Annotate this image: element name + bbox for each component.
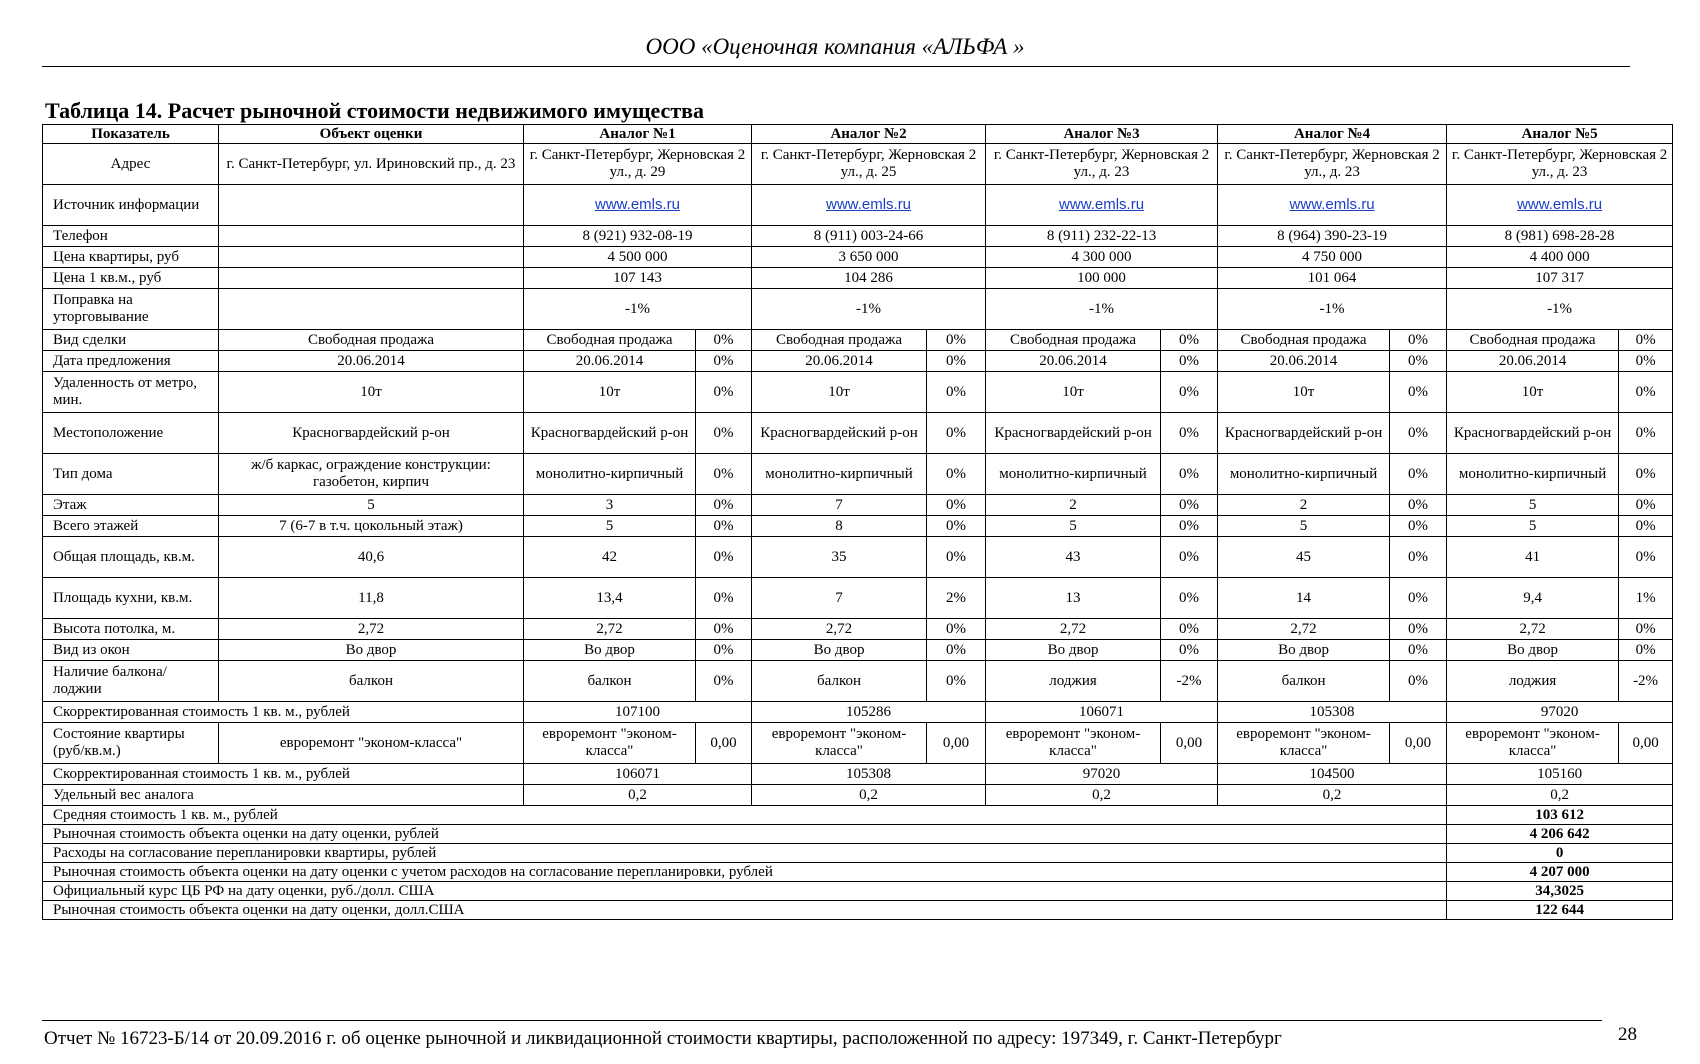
table-row — [43, 372, 1673, 413]
summary-value: 122 644 — [1447, 901, 1673, 920]
table-row — [43, 785, 1673, 806]
row-label: Общая площадь, кв.м. — [43, 537, 219, 578]
analog-value: 13 — [986, 578, 1161, 619]
footer-rule — [42, 1020, 1602, 1021]
analog-value: 105286 — [752, 702, 986, 723]
analog-adjustment: 0% — [927, 413, 986, 454]
row-label: Скорректированная стоимость 1 кв. м., рублей — [43, 764, 524, 785]
analog-adjustment: 0% — [1161, 640, 1218, 661]
analog-value: 8 (981) 698-28-28 — [1447, 226, 1673, 247]
table-title: Таблица 14. Расчет рыночной стоимости недвижимого имущества — [45, 98, 705, 123]
row-label: Местоположение — [43, 413, 219, 454]
summary-row — [43, 806, 1673, 825]
analog-value: монолитно-кирпичный — [752, 454, 927, 495]
analog-value: монолитно-кирпичный — [1218, 454, 1390, 495]
analog-value: 5 — [1447, 495, 1619, 516]
analog-value: лоджия — [986, 661, 1161, 702]
analog-value: Красногвардейский р-он — [752, 413, 927, 454]
table-row — [43, 144, 1673, 185]
summary-value: 103 612 — [1447, 806, 1673, 825]
analog-adjustment: 0% — [696, 578, 752, 619]
table-row — [43, 351, 1673, 372]
analog-adjustment: 0,00 — [1161, 723, 1218, 764]
analog-value: 10т — [1447, 372, 1619, 413]
analog-value: 2,72 — [524, 619, 696, 640]
analog-value: 106071 — [986, 702, 1218, 723]
analog-value: балкон — [524, 661, 696, 702]
table-row — [43, 268, 1673, 289]
column-header: Аналог №2 — [752, 125, 986, 144]
analog-value: 41 — [1447, 537, 1619, 578]
analog-adjustment: 0% — [1161, 351, 1218, 372]
table-row — [43, 702, 1673, 723]
analog-adjustment: 0,00 — [927, 723, 986, 764]
object-value: 40,6 — [219, 537, 524, 578]
analog-adjustment: 0% — [927, 619, 986, 640]
row-label: Площадь кухни, кв.м. — [43, 578, 219, 619]
analog-adjustment: 0% — [1161, 516, 1218, 537]
header-rule — [42, 66, 1630, 67]
object-value — [219, 226, 524, 247]
analog-value: 2,72 — [1447, 619, 1619, 640]
analog-value: 2,72 — [752, 619, 927, 640]
analog-value: балкон — [752, 661, 927, 702]
analog-value[interactable] — [524, 185, 752, 226]
analog-adjustment: 0% — [1390, 578, 1447, 619]
analog-value: -1% — [1218, 289, 1447, 330]
object-value: 10т — [219, 372, 524, 413]
analog-adjustment: 0% — [1619, 640, 1673, 661]
source-link[interactable]: www.emls.ru — [1517, 196, 1603, 213]
object-value: 5 — [219, 495, 524, 516]
analog-value: г. Санкт-Петербург, Жерновская 2 ул., д. 23 — [1218, 144, 1447, 185]
column-header: Объект оценки — [219, 125, 524, 144]
analog-value: 35 — [752, 537, 927, 578]
analog-value: Во двор — [1218, 640, 1390, 661]
analog-adjustment: 0% — [1161, 537, 1218, 578]
analog-value: 107 143 — [524, 268, 752, 289]
analog-value: 100 000 — [986, 268, 1218, 289]
summary-row — [43, 844, 1673, 863]
analog-adjustment: 0% — [1619, 454, 1673, 495]
analog-value: 45 — [1218, 537, 1390, 578]
summary-label: Средняя стоимость 1 кв. м., рублей — [43, 806, 1447, 825]
summary-label: Рыночная стоимость объекта оценки на дату оценки, долл.США — [43, 901, 1447, 920]
analog-value: 105160 — [1447, 764, 1673, 785]
analog-value: 10т — [524, 372, 696, 413]
analog-value: Во двор — [986, 640, 1161, 661]
analog-adjustment: 0% — [1619, 619, 1673, 640]
analog-value: 0,2 — [524, 785, 752, 806]
table-row — [43, 413, 1673, 454]
analog-value: 10т — [1218, 372, 1390, 413]
analog-value: 5 — [1218, 516, 1390, 537]
row-label: Тип дома — [43, 454, 219, 495]
analog-value: 104500 — [1218, 764, 1447, 785]
analog-value: 8 (921) 932-08-19 — [524, 226, 752, 247]
analog-value: 4 400 000 — [1447, 247, 1673, 268]
column-header: Показатель — [43, 125, 219, 144]
analog-value: 5 — [986, 516, 1161, 537]
analog-adjustment: 0% — [927, 516, 986, 537]
analog-value: 106071 — [524, 764, 752, 785]
analog-value: 107100 — [524, 702, 752, 723]
source-link[interactable]: www.emls.ru — [1059, 196, 1145, 213]
analog-adjustment: 0% — [1390, 640, 1447, 661]
row-label: Вид из окон — [43, 640, 219, 661]
object-value: 2,72 — [219, 619, 524, 640]
analog-value[interactable] — [1447, 185, 1673, 226]
analog-value: 20.06.2014 — [986, 351, 1161, 372]
source-link[interactable]: www.emls.ru — [1289, 196, 1375, 213]
analog-adjustment: 0% — [927, 351, 986, 372]
analog-value[interactable] — [1218, 185, 1447, 226]
analog-value: евроремонт "эконом-класса" — [1447, 723, 1619, 764]
analog-adjustment: 0% — [927, 495, 986, 516]
analog-value: 2,72 — [1218, 619, 1390, 640]
analog-value: 8 (911) 003-24-66 — [752, 226, 986, 247]
analog-adjustment: 0% — [1161, 454, 1218, 495]
analog-adjustment: -2% — [1161, 661, 1218, 702]
analog-value: 97020 — [1447, 702, 1673, 723]
column-header: Аналог №4 — [1218, 125, 1447, 144]
analog-value: 5 — [1447, 516, 1619, 537]
analog-value: 20.06.2014 — [1218, 351, 1390, 372]
column-header: Аналог №1 — [524, 125, 752, 144]
table-row — [43, 516, 1673, 537]
object-value: Свободная продажа — [219, 330, 524, 351]
object-value — [219, 185, 524, 226]
table-row — [43, 619, 1673, 640]
analog-value: 2,72 — [986, 619, 1161, 640]
column-header: Аналог №5 — [1447, 125, 1673, 144]
analog-value: Свободная продажа — [986, 330, 1161, 351]
analog-value: 0,2 — [986, 785, 1218, 806]
analog-adjustment: 0% — [696, 661, 752, 702]
row-label: Цена 1 кв.м., руб — [43, 268, 219, 289]
row-label: Вид сделки — [43, 330, 219, 351]
analog-value: Во двор — [524, 640, 696, 661]
row-label: Дата предложения — [43, 351, 219, 372]
analog-adjustment: 0% — [1390, 351, 1447, 372]
row-label: Всего этажей — [43, 516, 219, 537]
object-value: Во двор — [219, 640, 524, 661]
table-row — [43, 495, 1673, 516]
analog-value[interactable] — [752, 185, 986, 226]
analog-value: 3 — [524, 495, 696, 516]
table-row — [43, 247, 1673, 268]
analog-value: 4 750 000 — [1218, 247, 1447, 268]
analog-value: Во двор — [1447, 640, 1619, 661]
analog-adjustment: 0,00 — [1390, 723, 1447, 764]
analog-value: евроремонт "эконом-класса" — [524, 723, 696, 764]
summary-label: Расходы на согласование перепланировки квартиры, рублей — [43, 844, 1447, 863]
analog-value: 8 (964) 390-23-19 — [1218, 226, 1447, 247]
analog-value: г. Санкт-Петербург, Жерновская 2 ул., д. 23 — [986, 144, 1218, 185]
object-value — [219, 268, 524, 289]
page-number: 28 — [1618, 1024, 1637, 1045]
analog-adjustment: 0% — [1161, 372, 1218, 413]
analog-value: -1% — [524, 289, 752, 330]
analog-value: 104 286 — [752, 268, 986, 289]
table-row — [43, 723, 1673, 764]
analog-adjustment: 0% — [696, 516, 752, 537]
analog-adjustment: 0% — [1390, 661, 1447, 702]
row-label: Этаж — [43, 495, 219, 516]
object-value — [219, 247, 524, 268]
analog-value: 20.06.2014 — [752, 351, 927, 372]
analog-adjustment: 0% — [927, 454, 986, 495]
analog-value: лоджия — [1447, 661, 1619, 702]
analog-value: монолитно-кирпичный — [524, 454, 696, 495]
analog-value: 0,2 — [752, 785, 986, 806]
analog-value: Свободная продажа — [524, 330, 696, 351]
analog-adjustment: 0% — [696, 330, 752, 351]
analog-value: Во двор — [752, 640, 927, 661]
table-header-row — [43, 125, 1673, 144]
summary-row — [43, 825, 1673, 844]
analog-adjustment: 1% — [1619, 578, 1673, 619]
row-label: Наличие балкона/лоджии — [43, 661, 219, 702]
analog-value: 101 064 — [1218, 268, 1447, 289]
object-value — [219, 289, 524, 330]
summary-label: Рыночная стоимость объекта оценки на дату оценки, рублей — [43, 825, 1447, 844]
analog-value: Красногвардейский р-он — [986, 413, 1161, 454]
row-label: Поправка на уторговывание — [43, 289, 219, 330]
analog-value: евроремонт "эконом-класса" — [752, 723, 927, 764]
table-row — [43, 578, 1673, 619]
summary-row — [43, 882, 1673, 901]
analog-value: 105308 — [752, 764, 986, 785]
analog-adjustment: 0% — [927, 330, 986, 351]
table-row — [43, 661, 1673, 702]
analog-value: 8 — [752, 516, 927, 537]
table-row — [43, 454, 1673, 495]
analog-adjustment: 0% — [696, 454, 752, 495]
analog-adjustment: 0% — [1619, 537, 1673, 578]
page-footer: Отчет № 16723-Б/14 от 20.09.2016 г. об оценке рыночной и ликвидационной стоимости квартиры, расположенной по адресу: 197349, г. Санкт-Петербург — [44, 1028, 1282, 1049]
analog-adjustment: 0% — [1619, 330, 1673, 351]
analog-adjustment: 0% — [1619, 413, 1673, 454]
table-row — [43, 640, 1673, 661]
table-row — [43, 226, 1673, 247]
page-header: ООО «Оценочная компания «АЛЬФА » — [645, 34, 1025, 59]
valuation-table — [42, 124, 1673, 920]
analog-adjustment: 0% — [1390, 537, 1447, 578]
analog-value: Красногвардейский р-он — [1447, 413, 1619, 454]
row-label: Источник информации — [43, 185, 219, 226]
object-value: евроремонт "эконом-класса" — [219, 723, 524, 764]
analog-value: Свободная продажа — [1218, 330, 1390, 351]
summary-value: 4 206 642 — [1447, 825, 1673, 844]
summary-value: 0 — [1447, 844, 1673, 863]
analog-adjustment: 0% — [1619, 372, 1673, 413]
table-row — [43, 185, 1673, 226]
row-label: Высота потолка, м. — [43, 619, 219, 640]
analog-value: 14 — [1218, 578, 1390, 619]
analog-adjustment: 0% — [1390, 619, 1447, 640]
analog-adjustment: 0% — [696, 351, 752, 372]
analog-value: 0,2 — [1218, 785, 1447, 806]
analog-adjustment: 0% — [927, 640, 986, 661]
object-value: 7 (6-7 в т.ч. цокольный этаж) — [219, 516, 524, 537]
row-label: Удельный вес аналога — [43, 785, 524, 806]
analog-adjustment: 0% — [1161, 619, 1218, 640]
analog-value: Красногвардейский р-он — [1218, 413, 1390, 454]
source-link[interactable]: www.emls.ru — [826, 196, 912, 213]
analog-value: 0,2 — [1447, 785, 1673, 806]
analog-value: 43 — [986, 537, 1161, 578]
analog-value: 20.06.2014 — [524, 351, 696, 372]
analog-adjustment: 0% — [696, 619, 752, 640]
analog-adjustment: 0% — [1161, 330, 1218, 351]
analog-value: 3 650 000 — [752, 247, 986, 268]
analog-value: 107 317 — [1447, 268, 1673, 289]
analog-adjustment: 0% — [696, 495, 752, 516]
analog-adjustment: 0,00 — [696, 723, 752, 764]
analog-adjustment: 0% — [1390, 495, 1447, 516]
table-row — [43, 764, 1673, 785]
analog-adjustment: 0% — [1161, 578, 1218, 619]
summary-row — [43, 901, 1673, 920]
analog-value: 10т — [752, 372, 927, 413]
analog-value: г. Санкт-Петербург, Жерновская 2 ул., д. 29 — [524, 144, 752, 185]
analog-adjustment: 0% — [1390, 454, 1447, 495]
analog-adjustment: 0% — [696, 413, 752, 454]
analog-value: евроремонт "эконом-класса" — [986, 723, 1161, 764]
object-value: балкон — [219, 661, 524, 702]
row-label: Скорректированная стоимость 1 кв. м., рублей — [43, 702, 524, 723]
table-row — [43, 289, 1673, 330]
analog-adjustment: 0% — [1390, 516, 1447, 537]
analog-adjustment: 0% — [1161, 495, 1218, 516]
analog-value: 9,4 — [1447, 578, 1619, 619]
summary-value: 4 207 000 — [1447, 863, 1673, 882]
object-value: Красногвардейский р-он — [219, 413, 524, 454]
analog-value: монолитно-кирпичный — [1447, 454, 1619, 495]
summary-row — [43, 863, 1673, 882]
analog-value: 20.06.2014 — [1447, 351, 1619, 372]
analog-adjustment: 0% — [696, 372, 752, 413]
analog-value: 2 — [1218, 495, 1390, 516]
analog-value: Красногвардейский р-он — [524, 413, 696, 454]
analog-value: 4 300 000 — [986, 247, 1218, 268]
analog-value: г. Санкт-Петербург, Жерновская 2 ул., д. 23 — [1447, 144, 1673, 185]
row-label: Цена квартиры, руб — [43, 247, 219, 268]
summary-label: Официальный курс ЦБ РФ на дату оценки, руб./долл. США — [43, 882, 1447, 901]
analog-value: Свободная продажа — [752, 330, 927, 351]
analog-value: 42 — [524, 537, 696, 578]
analog-value: 97020 — [986, 764, 1218, 785]
analog-value: балкон — [1218, 661, 1390, 702]
analog-adjustment: 0,00 — [1619, 723, 1673, 764]
analog-adjustment: 0% — [1619, 516, 1673, 537]
analog-adjustment: -2% — [1619, 661, 1673, 702]
analog-value: г. Санкт-Петербург, Жерновская 2 ул., д. 25 — [752, 144, 986, 185]
source-link[interactable]: www.emls.ru — [595, 196, 681, 213]
analog-adjustment: 0% — [1390, 413, 1447, 454]
summary-label: Рыночная стоимость объекта оценки на дату оценки с учетом расходов на согласование перепланировки, рублей — [43, 863, 1447, 882]
analog-adjustment: 0% — [1161, 413, 1218, 454]
object-value: 20.06.2014 — [219, 351, 524, 372]
analog-value: Свободная продажа — [1447, 330, 1619, 351]
analog-adjustment: 0% — [696, 640, 752, 661]
analog-value: 13,4 — [524, 578, 696, 619]
analog-adjustment: 0% — [927, 537, 986, 578]
analog-adjustment: 2% — [927, 578, 986, 619]
analog-value: 10т — [986, 372, 1161, 413]
row-label: Состояние квартиры (руб/кв.м.) — [43, 723, 219, 764]
object-value: 11,8 — [219, 578, 524, 619]
analog-adjustment: 0% — [1619, 495, 1673, 516]
analog-adjustment: 0% — [1619, 351, 1673, 372]
summary-value: 34,3025 — [1447, 882, 1673, 901]
analog-adjustment: 0% — [927, 661, 986, 702]
analog-adjustment: 0% — [696, 537, 752, 578]
analog-adjustment: 0% — [927, 372, 986, 413]
analog-value[interactable] — [986, 185, 1218, 226]
analog-value: 4 500 000 — [524, 247, 752, 268]
object-value: г. Санкт-Петербург, ул. Ириновский пр., д. 23 — [219, 144, 524, 185]
analog-value: 8 (911) 232-22-13 — [986, 226, 1218, 247]
analog-value: 2 — [986, 495, 1161, 516]
analog-value: 105308 — [1218, 702, 1447, 723]
row-label: Адрес — [43, 144, 219, 185]
analog-value: -1% — [986, 289, 1218, 330]
row-label: Удаленность от метро, мин. — [43, 372, 219, 413]
row-label: Телефон — [43, 226, 219, 247]
column-header: Аналог №3 — [986, 125, 1218, 144]
table-row — [43, 330, 1673, 351]
object-value: ж/б каркас, ограждение конструкции: газобетон, кирпич — [219, 454, 524, 495]
analog-value: 7 — [752, 495, 927, 516]
analog-value: -1% — [1447, 289, 1673, 330]
analog-adjustment: 0% — [1390, 372, 1447, 413]
analog-value: 7 — [752, 578, 927, 619]
analog-value: 5 — [524, 516, 696, 537]
analog-value: евроремонт "эконом-класса" — [1218, 723, 1390, 764]
analog-value: монолитно-кирпичный — [986, 454, 1161, 495]
table-row — [43, 537, 1673, 578]
analog-adjustment: 0% — [1390, 330, 1447, 351]
analog-value: -1% — [752, 289, 986, 330]
